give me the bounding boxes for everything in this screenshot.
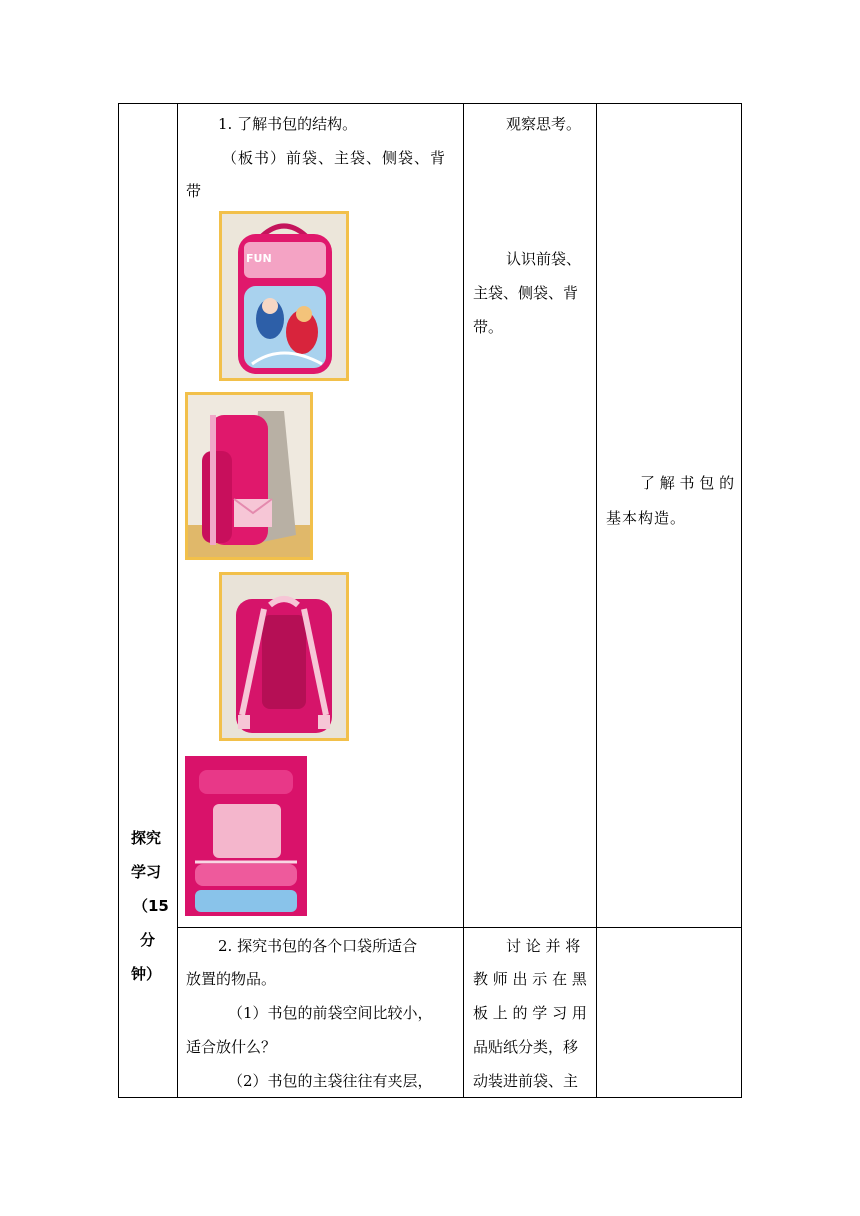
- student-activity-line-3: 主袋、侧袋、背: [473, 284, 579, 302]
- teacher-question-1-line-1: （1）书包的前袋空间比较小，: [228, 1004, 433, 1022]
- student-activity-line-1: 观察思考。: [506, 115, 582, 133]
- student-activity-line-2: 认识前袋、: [506, 250, 582, 268]
- student-activity-2-line-2: 教 师 出 示 在 黑: [473, 970, 587, 988]
- section-label-line-1: 探究: [131, 829, 162, 847]
- table-top-border: [118, 103, 742, 104]
- student-activity-2-line-5: 动装进前袋、主: [473, 1072, 579, 1090]
- teacher-step-1: 1. 了解书包的结构。: [218, 115, 358, 133]
- teacher-step-2-line-1: 2. 探究书包的各个口袋所适合: [218, 937, 418, 955]
- table-left-border: [118, 103, 119, 1098]
- backpack-print-text: FUN: [246, 252, 272, 265]
- table-right-border: [741, 103, 742, 1098]
- student-activity-line-4: 带。: [473, 318, 504, 336]
- row-divider: [177, 927, 742, 928]
- section-label-line-3: （15: [133, 897, 169, 915]
- student-activity-2-line-3: 板 上 的 学 习 用: [473, 1004, 587, 1022]
- backpack-side-photo: [185, 392, 313, 560]
- student-activity-2-line-4: 品贴纸分类，移: [473, 1038, 579, 1056]
- teacher-step-2-line-2: 放置的物品。: [186, 970, 277, 988]
- student-activity-2-line-1: 讨 论 并 将: [506, 937, 581, 955]
- column-divider-1: [177, 103, 178, 1098]
- backpack-front-photo: [219, 211, 349, 381]
- design-intent-line-2: 基本构造。: [606, 509, 687, 527]
- section-label-line-4: 分: [140, 931, 156, 949]
- table-bottom-border: [118, 1097, 742, 1098]
- section-label-line-5: 钟）: [131, 965, 162, 983]
- board-note-line-1: （板书）前袋、主袋、侧袋、背: [222, 149, 447, 167]
- section-label-line-2: 学习: [131, 863, 162, 881]
- board-note-line-2: 带: [186, 182, 202, 200]
- design-intent-line-1: 了 解 书 包 的: [640, 474, 735, 492]
- teacher-question-1-line-2: 适合放什么？: [186, 1038, 277, 1056]
- backpack-back-photo: [219, 572, 349, 741]
- backpack-open-photo: [185, 756, 307, 916]
- column-divider-3: [596, 103, 597, 1098]
- column-divider-2: [463, 103, 464, 1098]
- teacher-question-2-line-1: （2）书包的主袋往往有夹层，: [228, 1072, 433, 1090]
